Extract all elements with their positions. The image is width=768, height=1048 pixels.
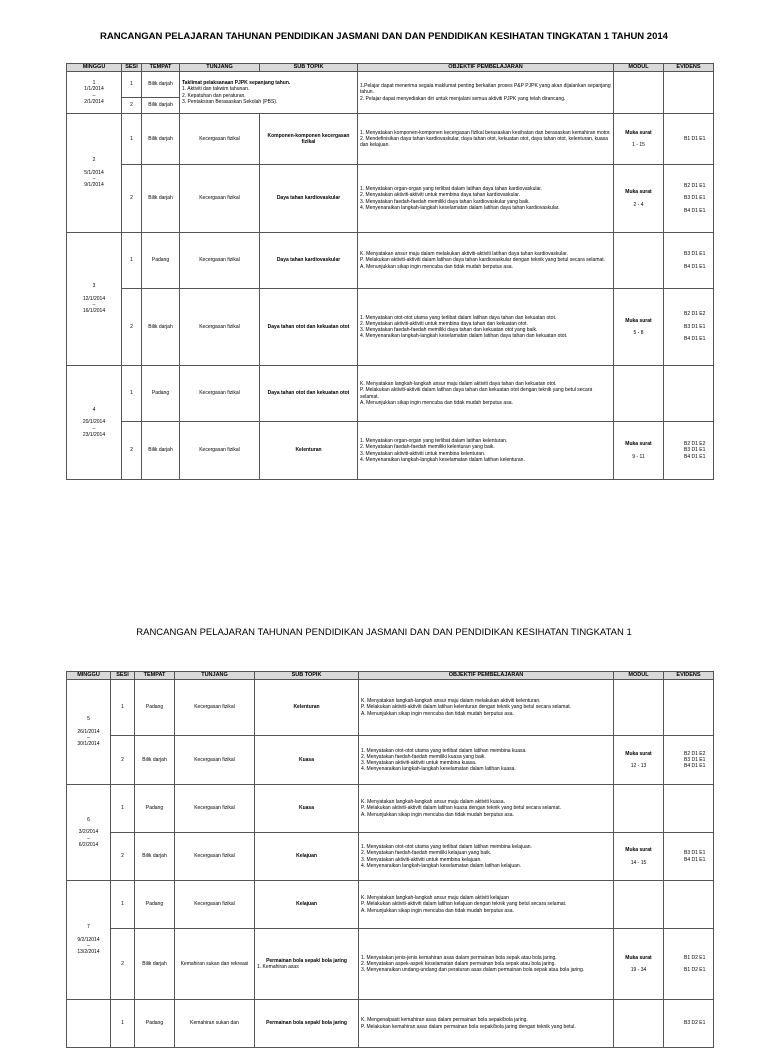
sesi-cell: 2 — [111, 736, 135, 785]
tempat-cell: Bilik darjah — [135, 833, 175, 881]
page-title-2: RANCANGAN PELAJARAN TAHUNAN PENDIDIKAN JASMANI DAN DAN PENDIDIKAN KESIHATAN TINGKATAN 1 — [136, 627, 632, 638]
table-row — [67, 929, 714, 1000]
sesi-cell: 2 — [122, 98, 142, 114]
table-row — [67, 785, 714, 833]
objektif-cell: K. Menyatakan langkah-langkah ansur maju dalam melakukan aktiviti kelenturan. P. Melakukan aktiviti-aktiviti dalam latihan kelenturan dengan teknik yang betul secara selamat. A. Menunjukkan sikap ingin mencuba dan tidak mudah berputus asa. — [359, 680, 614, 736]
col-tempat: TEMPAT — [135, 672, 175, 680]
table-row — [67, 366, 714, 422]
minggu-cell: 5 26/1/2014 – 30/1/2014 — [67, 680, 111, 785]
modul-cell — [614, 233, 664, 289]
tempat-cell: Bilik darjah — [142, 165, 180, 233]
col-sub-topik: SUB TOPIK — [255, 672, 359, 680]
tempat-cell: Padang — [135, 680, 175, 736]
tunjang-cell: Kecergasan fizikal — [180, 366, 260, 422]
subtopik-cell: Permainan bola sepak/ bola jaring 1. Kemahiran asas — [255, 929, 359, 1000]
tempat-cell: Padang — [142, 233, 180, 289]
objektif-cell: K. Menyatakan ansur maju dalam melakukan aktiviti-aktiviti latihan daya tahan kardiovaskular. P. Melakukan aktiviti-aktiviti dalam latihan daya tahan kardiovaskular dengan teknik yang betul secara selamat. A. Menunjukkan sikap ingin mencuba dan tidak mudah berputus asa. — [358, 233, 614, 289]
minggu-cell: 4 20/1/2014 – 23/1/2014 — [67, 366, 122, 480]
col-modul: MODUL — [614, 64, 664, 72]
table-row — [67, 680, 714, 736]
col-minggu: MINGGU — [67, 64, 122, 72]
table-row — [67, 422, 714, 480]
sesi-cell: 2 — [111, 833, 135, 881]
objektif-cell: 1. Menyatakan organ-organ yang terlibat dalam latihan daya tahan kardiovaskular. 2. Menyatakan aktiviti-aktiviti untuk membina daya tahan kardiovaskular. 3. Menyatakan faedah-faedah memiliki daya tahan kardiovaskular yang baik. 4. Menyenaraikan langkah-langkah keselamatan dalam latihan daya tahan kardiovaskular. — [358, 165, 614, 233]
table-row — [67, 165, 714, 233]
evidens-cell — [664, 366, 714, 422]
minggu-cell: 7 9/2/12014 – 13/2/2014 — [67, 881, 111, 1000]
tunjang-cell: Kecergasan fizikal — [180, 114, 260, 165]
col-modul: MODUL — [614, 672, 664, 680]
objektif-cell: K. Menyatakan langkah-langkah ansur maju dalam aktiviti kuasa. P. Melakukan aktiviti-aktiviti dalam latihan kuasa dengan teknik yang betul secara selamat. A. Menunjukkan sikap ingin mencuba dan tidak mudah berputus asa. — [359, 785, 614, 833]
objektif-cell: K. Mengenalpasti kemahiran asas dalam permainan bola sepak/bola jaring. P. Melakukan kemahiran asas dalam permainan bola sepak/bola jaring dengan teknik yang betul. — [359, 1000, 614, 1048]
evidens-cell — [664, 680, 714, 736]
sesi-cell: 1 — [122, 233, 142, 289]
tempat-cell: Padang — [135, 881, 175, 929]
tempat-cell: Padang — [135, 785, 175, 833]
tempat-cell: Bilik darjah — [142, 98, 180, 114]
evidens-cell: B2 D1 E2 B3 D1 E1 B4 D1 E1 — [664, 736, 714, 785]
subtopik-cell: Kuasa — [255, 736, 359, 785]
modul-cell: Muka surat 19 - 34 — [614, 929, 664, 1000]
modul-cell — [614, 680, 664, 736]
tunjang-cell: Kecergasan fizikal — [175, 833, 255, 881]
col-tempat: TEMPAT — [142, 64, 180, 72]
tunjang-cell: Kecergasan fizikal — [180, 422, 260, 480]
col-tunjang: TUNJANG — [175, 672, 255, 680]
objektif-cell: 1.Pelajar dapat menerima segala maklumat penting berkaitan proses P&P PJPK yang akan dijalankan sepanjang tahun. 2. Pelajar dapat menyediakan diri untuk menjalani semua aktiviti PJPK yang telah dirancang. — [358, 72, 614, 114]
modul-cell: Muka surat 1 - 15 — [614, 114, 664, 165]
objektif-cell: 1. Menyatakan organ-organ yang terlibat dalam latihan kelenturan. 2. Menyatakan faedah-faedah memiliki kelenturan yang baik. 3. Menyatakan aktiviti-aktiviti untuk membina kelenturan. 4. Menyenaraikan langkah-langkah keselamatan dalam latihan kelenturan. — [358, 422, 614, 480]
tunjang-cell: Kecergasan fizikal — [175, 785, 255, 833]
table-row — [67, 833, 714, 881]
col-sesi: SESI — [111, 672, 135, 680]
tempat-cell: Bilik darjah — [135, 736, 175, 785]
col-objektif: OBJEKTIF PEMBELAJARAN — [358, 64, 614, 72]
evidens-cell: B3 D1 E1 B4 D1 E1 — [664, 233, 714, 289]
table-row — [67, 881, 714, 929]
objektif-cell: 1. Menyatakan komponen-komponen kecergasan fizikal berasaskan kesihatan dan berasaskan kemahiran motor. 2. Mendefinisikan daya tahan kardiovaskular, daya tahan otot, kekuatan otot, daya tahan otot, kelenturan, kuasa dan kelajuan. — [358, 114, 614, 165]
modul-cell — [614, 72, 664, 114]
sesi-cell: 2 — [122, 165, 142, 233]
rpt-table-2 — [66, 671, 714, 1048]
evidens-cell — [664, 785, 714, 833]
table-row — [67, 736, 714, 785]
minggu-cell: 1 1/1/2014 – 2/1/2014 — [67, 72, 122, 114]
sesi-cell: 1 — [122, 72, 142, 98]
minggu-cell: 2 5/1/2014 – 9/1/2014 — [67, 114, 122, 233]
header-row — [67, 64, 714, 72]
sesi-cell: 1 — [111, 881, 135, 929]
subtopik-cell: Taklimat pelaksanaan PJPK sepanjang tahun. 1. Aktiviti dan takwim tahunan. 2. Kepatuhan dan peraturan. 3. Pentaksiran Berasaskan Sekolah (PBS). — [180, 72, 358, 114]
objektif-cell: 1. Menyatakan jenis-jenis kemahiran asas dalam permainan bola sepak atau bola jaring. 2. Menyatakan aspek-aspek keselamatan dalam permainan bola sepak atau bola jaring. 3. Menyenaraikan undang-undang dan peraturan asas dalam permainan bola sepak atau bola jaring. — [359, 929, 614, 1000]
evidens-cell — [664, 72, 714, 114]
rpt-table-1 — [66, 63, 714, 480]
objektif-cell: 1. Menyatakan otot-otot utama yang terlibat dalam latihan daya tahan dan kekuatan otot. 2. Menyatakan aktiviti-aktiviti untuk membina daya tahan dan kekuatan otot. 3. Menyatakan faedah-faedah memiliki daya tahan dan kekuatan otot yang baik. 4. Menyenaraikan langkah-langkah keselamatan dalam latihan daya tahan dan kekuatan otot. — [358, 289, 614, 366]
subtopik-cell: Kelenturan — [260, 422, 358, 480]
table-row — [67, 72, 714, 98]
tunjang-cell: Kecergasan fizikal — [175, 881, 255, 929]
objektif-cell: 1. Menyatakan otot-otot utama yang terlibat dalam latihan membina kelajuan. 2. Menyatakan faedah-faedah memiliki kelajuan yang baik. 3. Menyatakan aktiviti-aktiviti untuk membina kelajuan. 4. Menyenaraikan langkah-langkah keselamatan dalam latihan kelajuan. — [359, 833, 614, 881]
table-row — [67, 114, 714, 165]
tempat-cell: Padang — [142, 366, 180, 422]
subtopik-cell: Kelajuan — [255, 833, 359, 881]
minggu-cell: 3 12/1/2014 – 16/1/2014 — [67, 233, 122, 366]
tempat-cell: Padang — [135, 1000, 175, 1048]
sesi-cell: 1 — [111, 785, 135, 833]
modul-cell — [614, 785, 664, 833]
objektif-cell: K. Menyatakan langkah-langkah ansur maju dalam aktiviti daya tahan dan kekuatan otot. P. Melakukan aktiviti-aktiviti dalam latihan daya tahan dan kekuatan otot dengan teknik yang betul secara selamat. A. Menunjukkan sikap ingin mencuba dan tidak mudah berputus asa. — [358, 366, 614, 422]
evidens-cell: B2 D1 E2 B3 D1 E1 B4 D1 E1 — [664, 422, 714, 480]
col-tunjang: TUNJANG — [180, 64, 260, 72]
sesi-cell: 2 — [122, 289, 142, 366]
tunjang-cell: Kecergasan fizikal — [175, 736, 255, 785]
tempat-cell: Bilik darjah — [135, 929, 175, 1000]
col-objektif: OBJEKTIF PEMBELAJARAN — [359, 672, 614, 680]
evidens-cell: B1 D2 E1 B1 D2 E1 — [664, 929, 714, 1000]
col-sesi: SESI — [122, 64, 142, 72]
sesi-cell: 1 — [122, 114, 142, 165]
tunjang-cell: Kecergasan fizikal — [180, 233, 260, 289]
col-evidens: EVIDENS — [664, 64, 714, 72]
sesi-cell: 2 — [122, 422, 142, 480]
table-row — [67, 233, 714, 289]
tempat-cell: Bilik darjah — [142, 289, 180, 366]
tunjang-cell: Kemahiran sukan dan — [175, 1000, 255, 1048]
page-title-1: RANCANGAN PELAJARAN TAHUNAN PENDIDIKAN JASMANI DAN DAN PENDIDIKAN KESIHATAN TINGKATAN 1 TAHUN 2014 — [100, 31, 668, 42]
subtopik-cell: Komponen-komponen kecergasan fizikal — [260, 114, 358, 165]
sesi-cell: 2 — [111, 929, 135, 1000]
modul-cell: Muka surat 14 - 15 — [614, 833, 664, 881]
objektif-cell: K. Menyatakan langkah-langkah ansur maju dalam aktiviti kelajuan P. Melakukan aktiviti-aktiviti dalam latihan kelajuan dengan teknik yang betul secara selamat. A. Menunjukkan sikap ingin mencuba dan tidak mudah berputus asa. — [359, 881, 614, 929]
modul-cell — [614, 366, 664, 422]
subtopik-cell: Permainan bola sepak/ bola jaring — [255, 1000, 359, 1048]
subtopik-cell: Kelenturan — [255, 680, 359, 736]
header-row — [67, 672, 714, 680]
minggu-cell: 6 3/2/2014 – 6/2/2014 — [67, 785, 111, 881]
evidens-cell: B2 D1 E1 B3 D1 E1 B4 D1 E1 — [664, 165, 714, 233]
evidens-cell: B3 D2 E1 — [664, 1000, 714, 1048]
subtopik-cell: Daya tahan otot dan kekuatan otot — [260, 366, 358, 422]
tunjang-cell: Kecergasan fizikal — [175, 680, 255, 736]
evidens-cell: B1 D1 E1 — [664, 114, 714, 165]
evidens-cell — [664, 881, 714, 929]
subtopik-cell: Daya tahan kardiovaskular — [260, 233, 358, 289]
sesi-cell: 1 — [111, 1000, 135, 1048]
objektif-cell: 1. Menyatakan otot-otot utama yang terlibat dalam latihan membina kuasa. 2. Menyatakan faedah-faedah memiliki kuasa yang baik. 3. Menyatakan aktiviti-aktiviti untuk membina kuasa. 4. Menyenaraikan langkah-langkah keselamatan dalam latihan kuasa. — [359, 736, 614, 785]
modul-cell: Muka surat 5 - 8 — [614, 289, 664, 366]
modul-cell — [614, 881, 664, 929]
tunjang-cell: Kecergasan fizikal — [180, 165, 260, 233]
tunjang-cell: Kemahiran sukan dan rekreasi — [175, 929, 255, 1000]
col-minggu: MINGGU — [67, 672, 111, 680]
subtopik-cell: Daya tahan otot dan kekuatan otot — [260, 289, 358, 366]
modul-cell: Muka surat 12 - 13 — [614, 736, 664, 785]
tunjang-cell: Kecergasan fizikal — [180, 289, 260, 366]
table-row — [67, 289, 714, 366]
tempat-cell: Bilik darjah — [142, 72, 180, 98]
subtopik-cell: Daya tahan kardiovaskular — [260, 165, 358, 233]
evidens-cell: B3 D1 E1 B4 D1 E1 — [664, 833, 714, 881]
col-evidens: EVIDENS — [664, 672, 714, 680]
subtopik-cell: Kelajuan — [255, 881, 359, 929]
evidens-cell: B2 D1 E2 B3 D1 E1 B4 D1 E1 — [664, 289, 714, 366]
sesi-cell: 1 — [122, 366, 142, 422]
sesi-cell: 1 — [111, 680, 135, 736]
tempat-cell: Bilik darjah — [142, 114, 180, 165]
subtopik-cell: Kuasa — [255, 785, 359, 833]
modul-cell: Muka surat 9 - 11 — [614, 422, 664, 480]
modul-cell: Muka surat 2 - 4 — [614, 165, 664, 233]
col-sub-topik: SUB TOPIK — [260, 64, 358, 72]
tempat-cell: Bilik darjah — [142, 422, 180, 480]
